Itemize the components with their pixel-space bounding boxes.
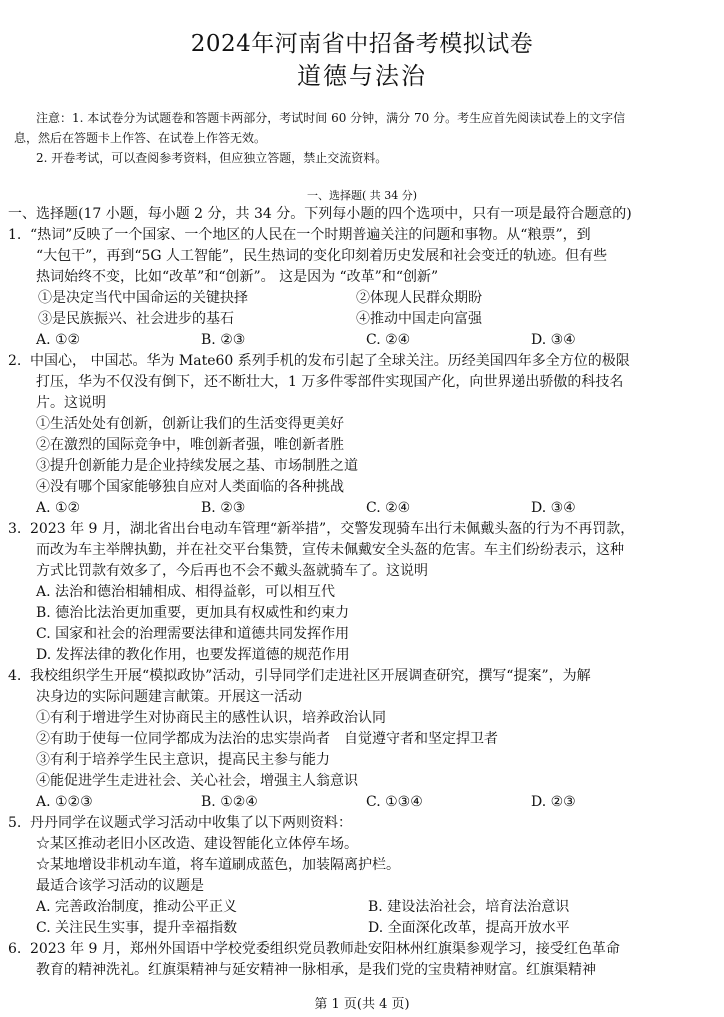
statement: ①有利于增进学生对协商民主的感性认识，培养政治认同 <box>36 710 386 726</box>
option: B. ②③ <box>201 500 246 516</box>
statement: ③有利于培养学生民主意识，提高民主参与能力 <box>36 752 330 768</box>
option: A. ①② <box>36 500 81 516</box>
statement-row <box>8 309 720 330</box>
option-row <box>8 918 720 939</box>
stem-line: 中国心， 中国芯。华为 Mate60 系列手机的发布引起了全球关注。历经美国四年多全方位的极限 <box>30 353 630 369</box>
material: ☆某地增设非机动车道，将车道刷成蓝色，加装隔离护栏。 <box>36 857 400 873</box>
statement: ①生活处处有创新，创新让我们的生活变得更美好 <box>36 416 344 432</box>
statement: ③提升创新能力是企业持续发展之基、市场制胜之道 <box>36 458 358 474</box>
option-row <box>8 330 720 351</box>
stem-line: 丹丹同学在议题式学习活动中收集了以下两则资料： <box>30 815 352 831</box>
stem-line: 而改为车主举牌执勤，并在社交平台集赞，宣传未佩戴安全头盔的危害。车主们纷纷表示，这种 <box>36 542 624 558</box>
option: C. ②④ <box>366 500 411 516</box>
question-number: 5. <box>8 815 22 831</box>
statement: ②体现人民群众期盼 <box>356 290 482 306</box>
stem-line: 决身边的实际问题建言献策。开展这一活动 <box>36 689 302 705</box>
option: D. ③④ <box>531 332 576 348</box>
question-number: 4. <box>8 668 22 684</box>
option-row <box>8 897 720 918</box>
statement-row <box>8 288 720 309</box>
question-2 <box>8 351 720 372</box>
statement: ④推动中国走向富强 <box>356 311 482 327</box>
option: C. ②④ <box>366 332 411 348</box>
statement: ④没有哪个国家能够独自应对人类面临的各种挑战 <box>36 479 344 495</box>
note-line: 息，然后在答题卡上作答、在试卷上作答无效。 <box>14 131 267 145</box>
option: C. 国家和社会的治理需要法律和道德共同发挥作用 <box>36 626 350 642</box>
stem-line: 教育的精神洗礼。红旗渠精神与延安精神一脉相承，是我们党的宝贵精神财富。红旗渠精神 <box>36 962 596 978</box>
stem-line: 2023 年 9 月，湖北省出台电动车管理“新举措”，交警发现骑车出行未佩戴头盔的行为不再罚款， <box>30 521 635 537</box>
option: C. ①③④ <box>366 794 423 810</box>
option: D. ②③ <box>531 794 576 810</box>
option: D. 发挥法律的教化作用，也要发挥道德的规范作用 <box>36 647 350 663</box>
option: A. 法治和德治相辅相成、相得益彰，可以相互代 <box>36 584 336 600</box>
question-1 <box>8 225 720 246</box>
stem-line: “热词”反映了一个国家、一个地区的人民在一个时期普遍关注的问题和事物。从“粮票”，到 <box>30 227 591 243</box>
question-number: 2. <box>8 353 22 369</box>
statement: ②有助于使每一位同学都成为法治的忠实崇尚者 自觉遵守者和坚定捍卫者 <box>36 731 498 747</box>
stem-line: 热词始终不变，比如“改革”和“创新”。 这是因为 “改革”和“创新” <box>36 269 439 285</box>
question-body <box>8 204 720 981</box>
question-5 <box>8 813 720 834</box>
question-number: 6. <box>8 941 22 957</box>
page-footer: 第 1 页(共 4 页) <box>314 997 410 1012</box>
question-3 <box>8 519 720 540</box>
stem-line: 片。这说明 <box>36 395 106 411</box>
question-4 <box>8 666 720 687</box>
question-number: 3. <box>8 521 22 537</box>
option-row <box>8 792 720 813</box>
option: B. ①②④ <box>201 794 258 810</box>
statement: ②在激烈的国际竞争中，唯创新者强，唯创新者胜 <box>36 437 344 453</box>
option: B. 建设法治社会，培育法治意识 <box>368 899 570 915</box>
stem-line: 2023 年 9 月，郑州外国语中学校党委组织党员教师赴安阳林州红旗渠参观学习，接受红色革命 <box>30 941 620 957</box>
statement: ①是决定当代中国命运的关键抉择 <box>38 290 248 306</box>
note-line: 2. 开卷考试，可以查阅参考资料，但应独立答题，禁止交流资料。 <box>36 151 388 165</box>
stem-line: 我校组织学生开展“模拟政协”活动，引导同学们走进社区开展调查研究，撰写“提案”，为解 <box>30 668 591 684</box>
question-number: 1. <box>8 227 22 243</box>
statement: ④能促进学生走进社会、关心社会，增强主人翁意识 <box>36 773 358 789</box>
option: A. ①②③ <box>36 794 93 810</box>
option: A. 完善政治制度，推动公平正义 <box>36 899 238 915</box>
option-row <box>8 498 720 519</box>
option: D. 全面深化改革，提高开放水平 <box>368 920 570 936</box>
section-small-heading: 一、选择题( 共 34 分) <box>306 189 418 202</box>
exam-notes <box>14 108 718 168</box>
option: B. 德治比法治更加重要，更加具有权威性和约束力 <box>36 605 350 621</box>
option: B. ②③ <box>201 332 246 348</box>
note-line: 注意：1. 本试卷分为试题卷和答题卡两部分，考试时间 60 分钟，满分 70 分。考生应首先阅读试卷上的文字信 <box>36 111 626 125</box>
section-heading: 一、选择题(17 小题，每小题 2 分，共 34 分。下列每小题的四个选项中，只有一项是最符合题意的) <box>8 206 632 222</box>
question-6 <box>8 939 720 960</box>
exam-title: 2024年河南省中招备考模拟试卷 <box>190 31 534 57</box>
stem-line: 打压，华为不仅没有倒下，还不断壮大，1 万多件零部件实现国产化，向世界递出骄傲的科技名 <box>36 374 624 390</box>
stem-line: 方式比罚款有效多了，今后再也不会不戴头盔就骑车了。这说明 <box>36 563 428 579</box>
material: 最适合该学习活动的议题是 <box>36 878 204 894</box>
stem-line: “大包干”，再到“5G 人工智能”，民生热词的变化印刻着历史发展和社会变迁的轨迹。但有些 <box>36 248 608 264</box>
material: ☆某区推动老旧小区改造、建设智能化立体停车场。 <box>36 836 358 852</box>
option: C. 关注民生实事，提升幸福指数 <box>36 920 238 936</box>
option: A. ①② <box>36 332 81 348</box>
subject-title: 道德与法治 <box>297 62 427 90</box>
statement: ③是民族振兴、社会进步的基石 <box>38 311 234 327</box>
option: D. ③④ <box>531 500 576 516</box>
